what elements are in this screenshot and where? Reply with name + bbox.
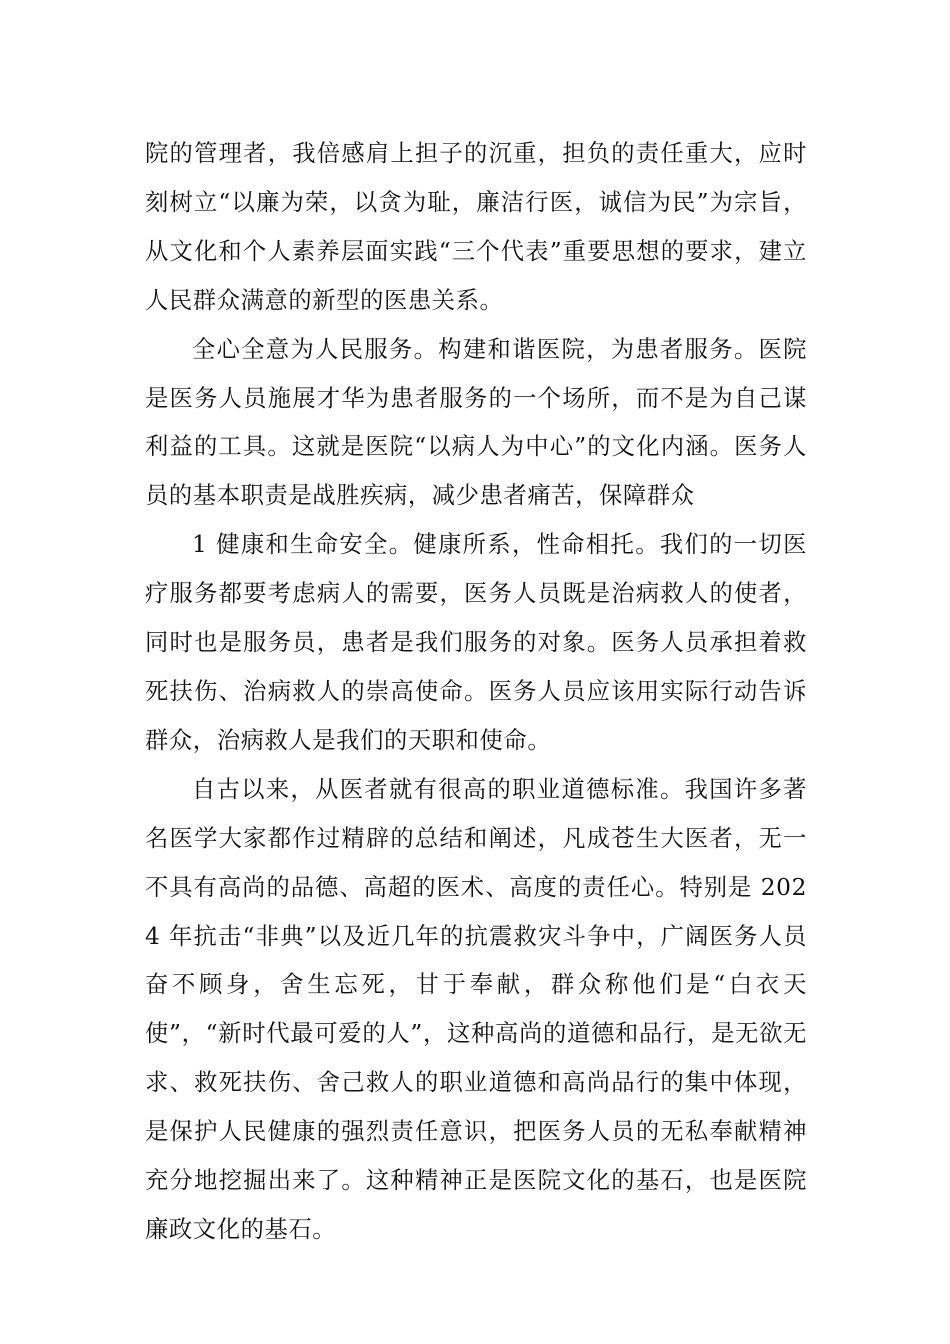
paragraph-1: 院的管理者，我倍感肩上担子的沉重，担负的责任重大，应时刻树立“以廉为荣，以贪为耻，廉洁行医，诚信为民”为宗旨，从文化和个人素养层面实践“三个代表”重要思想的要求，建立人民群众满意的新型的医患关系。 — [145, 140, 807, 314]
paragraph-3: 1 健康和生命安全。健康所系，性命相托。我们的一切医疗服务都要考虑病人的需要，医务人员既是治病救人的使者，同时也是服务员，患者是我们服务的对象。医务人员承担着救死扶伤、治病救人的崇高使命。医务人员应该用实际行动告诉群众，治病救人是我们的天职和使命。 — [145, 531, 807, 754]
document-body — [145, 130, 807, 1255]
paragraph-4: 自古以来，从医者就有很高的职业道德标准。我国许多著名医学大家都作过精辟的总结和阐述，凡成苍生大医者，无一不具有高尚的品德、高超的医术、高度的责任心。特别是 2024 年抗击“非典”以及近几年的抗震救灾斗争中，广阔医务人员奋不顾身，舍生忘死，甘于奉献，群众称他们是“白衣天使”，“新时代最可爱的人”，这种高尚的道德和品行，是无欲无求、救死扶伤、舍己救人的职业道德和高尚品行的集中体现，是保护人民健康的强烈责任意识，把医务人员的无私奉献精神充分地挖掘出来了。这种精神正是医院文化的基石，也是医院廉政文化的基石。 — [145, 775, 807, 1243]
paragraph-2: 全心全意为人民服务。构建和谐医院，为患者服务。医院是医务人员施展才华为患者服务的一个场所，而不是为自己谋利益的工具。这就是医院“以病人为中心”的文化内涵。医务人员的基本职责是战胜疾病，减少患者痛苦，保障群众 — [145, 335, 807, 510]
